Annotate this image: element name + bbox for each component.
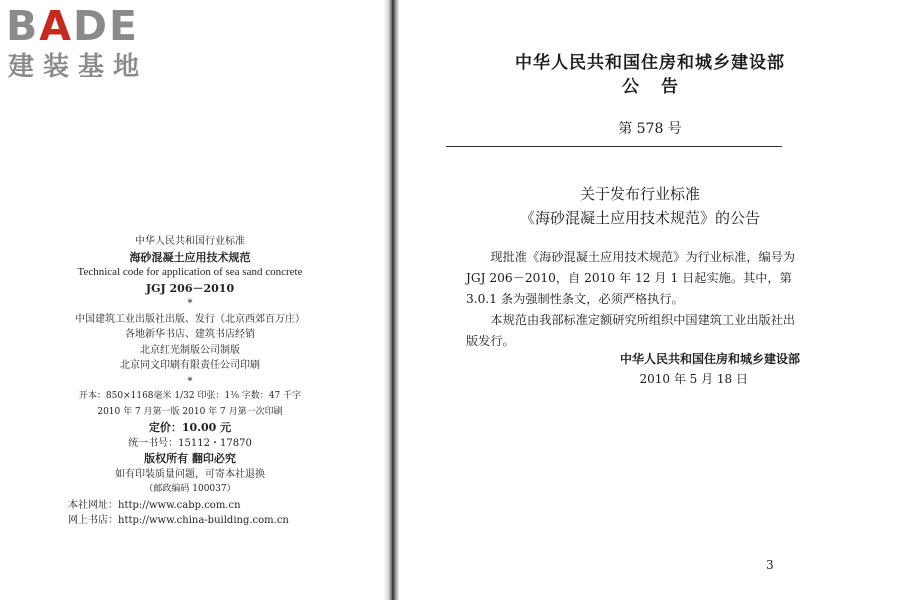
- notice-subject: [400, 182, 880, 230]
- book-gutter: [383, 0, 399, 600]
- logo-letter-a: A: [39, 2, 73, 50]
- price-line: 定价：10.00 元: [148, 421, 232, 434]
- colophon: [20, 234, 360, 529]
- subject-line-2: 《海砂混凝土应用技术规范》的公告: [519, 209, 760, 227]
- bookstore-line: 网上书店：http://www.china-building.com.cn: [68, 515, 289, 526]
- typesetting-line: 北京红光制版公司制版: [140, 344, 240, 356]
- sign-date: 2010 年 5 月 18 日: [639, 372, 748, 386]
- bade-logo: [6, 4, 176, 84]
- book-number-line: 统一书号：15112・17870: [128, 437, 252, 449]
- standard-code: JGJ 206－2010: [145, 281, 235, 295]
- separator-asterisk: *: [187, 298, 193, 309]
- notice-body: [466, 247, 800, 352]
- publisher-line: 中国建筑工业出版社出版、发行（北京西郊百万庄）: [75, 313, 305, 325]
- format-line: 开本：850×1168毫米 1/32 印张：1⅜ 字数：47 千字: [78, 391, 302, 401]
- printing-line: 北京同文印刷有限责任公司印刷: [120, 360, 260, 371]
- separator-asterisk: *: [187, 375, 193, 387]
- standard-title-cn: 海砂混凝土应用技术规范: [129, 250, 251, 264]
- return-note-line: 如有印装质量问题，可寄本社退换: [115, 468, 265, 480]
- notice-number: 第 578 号: [618, 121, 682, 137]
- postcode-line: （邮政编码 100037）: [144, 484, 236, 494]
- standard-series: 中华人民共和国行业标准: [135, 236, 245, 247]
- left-page: [0, 0, 384, 600]
- edition-line: 2010 年 7 月第一版 2010 年 7 月第一次印刷: [97, 406, 283, 417]
- ministry-title: 中华人民共和国住房和城乡建设部: [515, 53, 785, 73]
- subject-line-1: 关于发布行业标准: [579, 185, 700, 203]
- website-line: 本社网址：http://www.cabp.com.cn: [68, 499, 241, 511]
- logo-letter-b: B: [6, 2, 40, 50]
- body-paragraph-2: 本规范由我部标准定额研究所组织中国建筑工业出版社出版发行。: [466, 313, 796, 348]
- header-rule: [446, 146, 782, 147]
- distribution-line: 各地新华书店、建筑书店经销: [125, 329, 255, 340]
- right-page: [400, 0, 900, 600]
- body-paragraph-1: 现批准《海砂混凝土应用技术规范》为行业标准，编号为 JGJ 206－2010，自 2010 年 12 月 1 日起实施。其中，第 3.0.1 条为强制性条文，必须严格执行。: [466, 250, 796, 306]
- page-number: 3: [766, 558, 774, 572]
- signatory: 中华人民共和国住房和城乡建设部: [619, 352, 800, 366]
- notice-heading: 公告: [622, 77, 700, 97]
- logo-letters-de: DE: [73, 2, 140, 50]
- standard-title-en: Technical code for application of sea sand concrete: [77, 266, 303, 278]
- logo-wordmark: [6, 4, 139, 48]
- rights-line: 版权所有 翻印必究: [144, 452, 236, 465]
- logo-tagline: 建装基地: [8, 52, 149, 82]
